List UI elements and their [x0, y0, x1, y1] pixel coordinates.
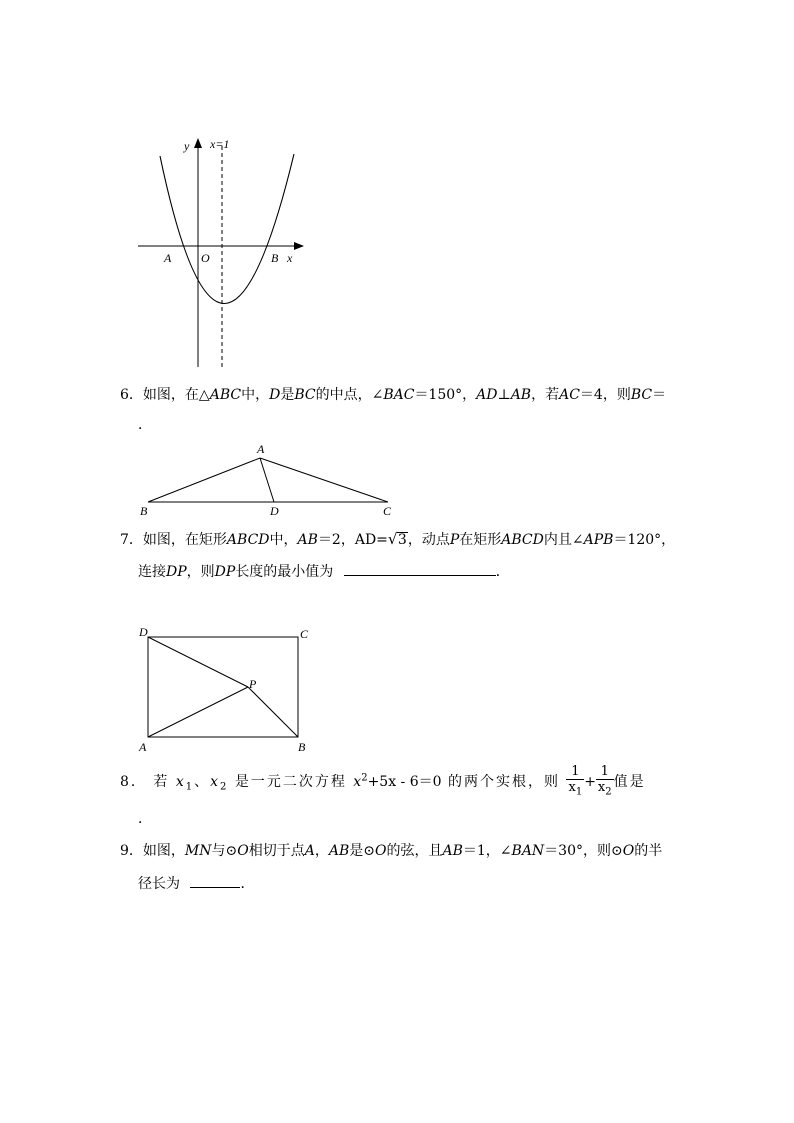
question-6-line-2: ．: [138, 417, 152, 433]
x-axis-arrow-icon: [294, 242, 304, 250]
label-point-a: A: [164, 251, 172, 265]
question-9-line-2: 径长为 ．: [138, 873, 254, 893]
fraction-1-over-x2: $\frac{1}{x_2}$: [597, 764, 612, 798]
segment-ap: [148, 687, 248, 737]
label-point-d: D: [139, 625, 148, 639]
answer-blank[interactable]: [344, 561, 496, 576]
label-x: x: [287, 251, 293, 265]
parabola-figure: [130, 132, 315, 372]
fraction-1-over-x1: $\frac{1}{x_1}$: [568, 764, 583, 798]
y-axis-arrow-icon: [194, 138, 202, 148]
rectangle-abcd: [148, 637, 298, 737]
sqrt-3: √ 3: [388, 531, 408, 549]
label-point-a: A: [139, 740, 147, 754]
label-point-d: D: [270, 504, 279, 518]
label-point-a: A: [257, 442, 265, 456]
question-7-line-2: 连接DP，则DP长度的最小值为 ．: [138, 561, 510, 581]
question-7-line-1: 7．如图，在矩形ABCD中，AB＝2，AD=√ 3，动点P在矩形ABCD内且∠APB＝120°，: [120, 531, 675, 549]
label-point-b: B: [271, 251, 279, 265]
label-x-eq-1: x=1: [210, 137, 230, 151]
rectangle-figure: [136, 622, 316, 756]
question-8-line-1: 8． 若 $x_1$、$x_2$ 是一元二次方程 $x^2+5x - 6=0$ 的两个实根，则 $\frac{1}{x_1}$ + $\frac{1}{x_2}$ 值是: [120, 764, 646, 798]
question-6-line-1: 6．如图，在△ABC中，D是BC的中点，∠BAC＝150°，AD⊥AB，若AC＝4，则BC＝: [120, 387, 667, 403]
label-point-c: C: [300, 627, 309, 641]
segment-ba: [148, 458, 260, 502]
parabola-curve: [160, 154, 294, 304]
label-y: y: [184, 139, 190, 153]
segment-dp: [148, 637, 248, 687]
segment-ac: [260, 458, 388, 502]
label-point-c: C: [383, 504, 392, 518]
triangle-figure: [136, 440, 406, 520]
segment-bp: [248, 687, 298, 737]
question-9-line-1: 9．如图，MN与⊙O相切于点A，AB是⊙O的弦，且AB＝1，∠BAN＝30°，则⊙O的半: [120, 843, 663, 859]
label-point-b: B: [140, 504, 148, 518]
label-point-p: P: [249, 677, 257, 691]
question-8-line-2: ．: [138, 811, 152, 827]
segment-ad: [260, 458, 274, 502]
label-origin-o: O: [201, 251, 210, 265]
answer-blank[interactable]: [190, 873, 240, 888]
label-point-b: B: [298, 740, 306, 754]
